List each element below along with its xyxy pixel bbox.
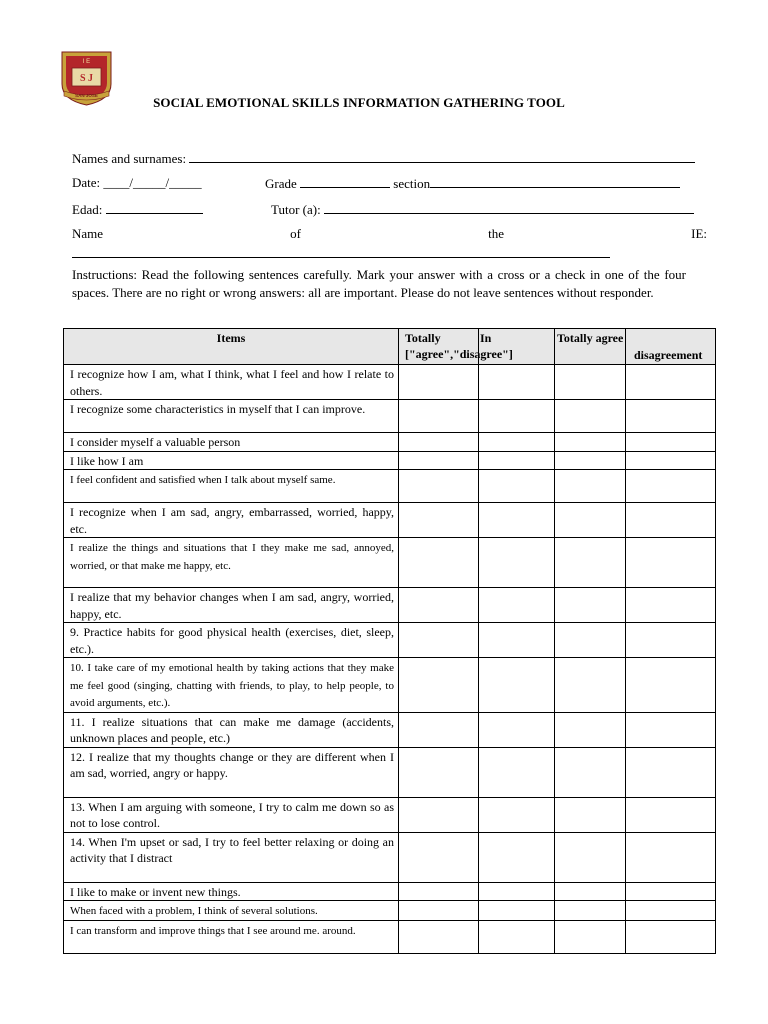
- logo-top-text: I E: [82, 59, 91, 65]
- tutor-label: Tutor (a):: [271, 202, 321, 217]
- answer-cell[interactable]: [399, 400, 479, 433]
- answer-cell[interactable]: [479, 470, 555, 503]
- answer-cell[interactable]: [479, 920, 555, 953]
- item-text: [64, 658, 399, 713]
- item-text: [64, 920, 399, 953]
- item-label: I recognize some characteristics in myself that I can improve.: [70, 402, 366, 416]
- names-label: Names and surnames:: [72, 151, 187, 166]
- header-in: In: [480, 331, 492, 345]
- table-row: [64, 658, 716, 713]
- section-label: section: [393, 176, 431, 191]
- item-label: 11. I realize situations that can make me damage (accidents, unknown places and people, etc.): [70, 714, 394, 745]
- answer-cell[interactable]: [479, 400, 555, 433]
- names-field[interactable]: [72, 150, 695, 167]
- answer-cell[interactable]: [626, 538, 716, 588]
- answer-cell[interactable]: [626, 470, 716, 503]
- answer-cell[interactable]: [626, 623, 716, 658]
- answer-cell[interactable]: [626, 712, 716, 747]
- answer-cell[interactable]: [399, 797, 479, 832]
- answer-cell[interactable]: [399, 451, 479, 470]
- answer-cell[interactable]: [555, 538, 626, 588]
- answer-cell[interactable]: [626, 451, 716, 470]
- answer-cell[interactable]: [555, 433, 626, 452]
- answer-cell[interactable]: [626, 797, 716, 832]
- item-text: [64, 832, 399, 882]
- answer-cell[interactable]: [399, 538, 479, 588]
- grade-label: Grade: [265, 176, 297, 191]
- answer-cell[interactable]: [626, 503, 716, 538]
- header-agree-disagree: ["agree","disagree"]: [405, 347, 513, 361]
- answer-cell[interactable]: [399, 470, 479, 503]
- table-row: [64, 588, 716, 623]
- grade-blank[interactable]: [300, 175, 390, 188]
- name-word-1: Name: [72, 226, 104, 241]
- answer-cell[interactable]: [555, 882, 626, 901]
- answer-cell[interactable]: [479, 503, 555, 538]
- answer-cell[interactable]: [479, 451, 555, 470]
- answer-cell[interactable]: [555, 832, 626, 882]
- logo-letters: S J: [79, 73, 94, 84]
- name-word-4: IE:: [691, 226, 707, 241]
- item-text: [64, 747, 399, 797]
- answer-cell[interactable]: [555, 747, 626, 797]
- header-items: Items: [64, 329, 399, 365]
- answer-cell[interactable]: [479, 901, 555, 921]
- answer-cell[interactable]: [399, 747, 479, 797]
- answer-cell[interactable]: [555, 588, 626, 623]
- item-label: I realize that my behavior changes when I am sad, angry, worried, happy, etc.: [70, 590, 394, 621]
- instructions-text: Instructions: Read the following sentences carefully. Mark your answer with a cross or a check in one of the four spaces. There are no right or wrong answers: all are important. Please do not leave sentences without responder.: [72, 267, 686, 300]
- item-text: [64, 503, 399, 538]
- answer-cell[interactable]: [479, 797, 555, 832]
- answer-cell[interactable]: [626, 901, 716, 921]
- answer-cell[interactable]: [555, 470, 626, 503]
- item-label: I feel confident and satisfied when I talk about myself same.: [70, 474, 336, 486]
- header-col-4: [626, 329, 716, 365]
- answer-cell[interactable]: [479, 623, 555, 658]
- ie-name-field: [72, 226, 707, 242]
- tutor-field[interactable]: [271, 201, 694, 218]
- item-text: [64, 451, 399, 470]
- item-label: I can transform and improve things that I see around me. around.: [70, 924, 356, 937]
- table-row: [64, 451, 716, 470]
- item-label: I like how I am: [70, 453, 144, 468]
- header-col-3: [555, 329, 626, 365]
- table-row: [64, 747, 716, 797]
- answer-cell[interactable]: [479, 882, 555, 901]
- item-text: [64, 470, 399, 503]
- item-label: When faced with a problem, I think of several solutions.: [70, 905, 318, 917]
- skills-table: [63, 328, 716, 954]
- table-row: [64, 433, 716, 452]
- answer-cell[interactable]: [399, 503, 479, 538]
- edad-blank[interactable]: [106, 201, 203, 214]
- answer-cell[interactable]: [555, 712, 626, 747]
- answer-cell[interactable]: [479, 712, 555, 747]
- answer-cell[interactable]: [399, 901, 479, 921]
- name-word-3: the: [488, 226, 504, 241]
- document-title: SOCIAL EMOTIONAL SKILLS INFORMATION GATHERING TOOL: [153, 95, 565, 110]
- item-text: [64, 400, 399, 433]
- item-text: [64, 538, 399, 588]
- answer-cell[interactable]: [399, 365, 479, 400]
- answer-cell[interactable]: [399, 588, 479, 623]
- answer-cell[interactable]: [555, 400, 626, 433]
- answer-cell[interactable]: [626, 920, 716, 953]
- table-row: [64, 920, 716, 953]
- answer-cell[interactable]: [479, 433, 555, 452]
- answer-cell[interactable]: [555, 797, 626, 832]
- edad-label: Edad:: [72, 202, 103, 217]
- answer-cell[interactable]: [399, 433, 479, 452]
- section-blank[interactable]: [430, 175, 680, 188]
- answer-cell[interactable]: [555, 901, 626, 921]
- item-label: 13. When I am arguing with someone, I try to calm me down so as not to lose control.: [70, 799, 394, 830]
- answer-cell[interactable]: [479, 832, 555, 882]
- table-row: [64, 623, 716, 658]
- header-disagreement: disagreement: [634, 348, 703, 362]
- answer-cell[interactable]: [626, 588, 716, 623]
- date-field[interactable]: [72, 175, 202, 191]
- answer-cell[interactable]: [399, 882, 479, 901]
- header-totally: Totally: [405, 331, 441, 345]
- date-label: Date: ____/_____/_____: [72, 175, 202, 190]
- answer-cell[interactable]: [626, 365, 716, 400]
- answer-cell[interactable]: [626, 832, 716, 882]
- item-label: I realize the things and situations that I they make me sad, annoyed, worried, or that make me happy, etc.: [70, 542, 394, 572]
- answer-cell[interactable]: [479, 588, 555, 623]
- item-label: I recognize how I am, what I think, what I feel and how I relate to others.: [70, 367, 394, 398]
- answer-cell[interactable]: [555, 365, 626, 400]
- answer-cell[interactable]: [626, 882, 716, 901]
- item-text: [64, 882, 399, 901]
- names-blank[interactable]: [189, 150, 695, 163]
- answer-cell[interactable]: [555, 920, 626, 953]
- item-text: [64, 712, 399, 747]
- table-row: [64, 797, 716, 832]
- item-text: [64, 623, 399, 658]
- header-totally-agree: Totally agree: [557, 331, 624, 345]
- answer-cell[interactable]: [479, 747, 555, 797]
- answer-cell[interactable]: [626, 433, 716, 452]
- answer-cell[interactable]: [399, 920, 479, 953]
- answer-cell[interactable]: [626, 747, 716, 797]
- item-label: I like to make or invent new things.: [70, 884, 241, 899]
- item-label: 9. Practice habits for good physical health (exercises, diet, sleep, etc.).: [70, 625, 394, 656]
- ie-name-blank[interactable]: [72, 245, 610, 258]
- item-label: 14. When I'm upset or sad, I try to feel better relaxing or doing an activity that I distract: [70, 834, 394, 865]
- tutor-blank[interactable]: [324, 201, 694, 214]
- item-label: I recognize when I am sad, angry, embarrassed, worried, happy, etc.: [70, 505, 394, 536]
- table-row: [64, 882, 716, 901]
- item-text: [64, 588, 399, 623]
- item-text: [64, 901, 399, 921]
- answer-cell[interactable]: [479, 538, 555, 588]
- answer-cell[interactable]: [555, 503, 626, 538]
- table-row: [64, 365, 716, 400]
- item-text: [64, 365, 399, 400]
- answer-cell[interactable]: [555, 623, 626, 658]
- name-word-2: of: [290, 226, 301, 241]
- answer-cell[interactable]: [555, 451, 626, 470]
- answer-cell[interactable]: [626, 658, 716, 713]
- answer-cell[interactable]: [626, 400, 716, 433]
- item-label: 10. I take care of my emotional health by taking actions that they make me feel good (singing, chatting with friends, to play, to help people, to avoid arguments, etc.).: [70, 662, 394, 709]
- table-row: [64, 712, 716, 747]
- table-row: [64, 832, 716, 882]
- edad-field[interactable]: [72, 201, 203, 218]
- answer-cell[interactable]: [399, 712, 479, 747]
- item-label: 12. I realize that my thoughts change or they are different when I am sad, worried, angry or happy.: [70, 749, 394, 780]
- answer-cell[interactable]: [399, 658, 479, 713]
- table-row: [64, 400, 716, 433]
- table-row: [64, 901, 716, 921]
- answer-cell[interactable]: [479, 365, 555, 400]
- table-row: [64, 503, 716, 538]
- table-row: [64, 538, 716, 588]
- grade-field[interactable]: [265, 175, 680, 192]
- answer-cell[interactable]: [479, 658, 555, 713]
- answer-cell[interactable]: [399, 832, 479, 882]
- logo-ribbon-text: SAN JOSE: [75, 93, 98, 98]
- table-row: [64, 470, 716, 503]
- item-label: I consider myself a valuable person: [70, 435, 241, 449]
- answer-cell[interactable]: [555, 658, 626, 713]
- answer-cell[interactable]: [399, 623, 479, 658]
- item-text: [64, 797, 399, 832]
- item-text: [64, 433, 399, 452]
